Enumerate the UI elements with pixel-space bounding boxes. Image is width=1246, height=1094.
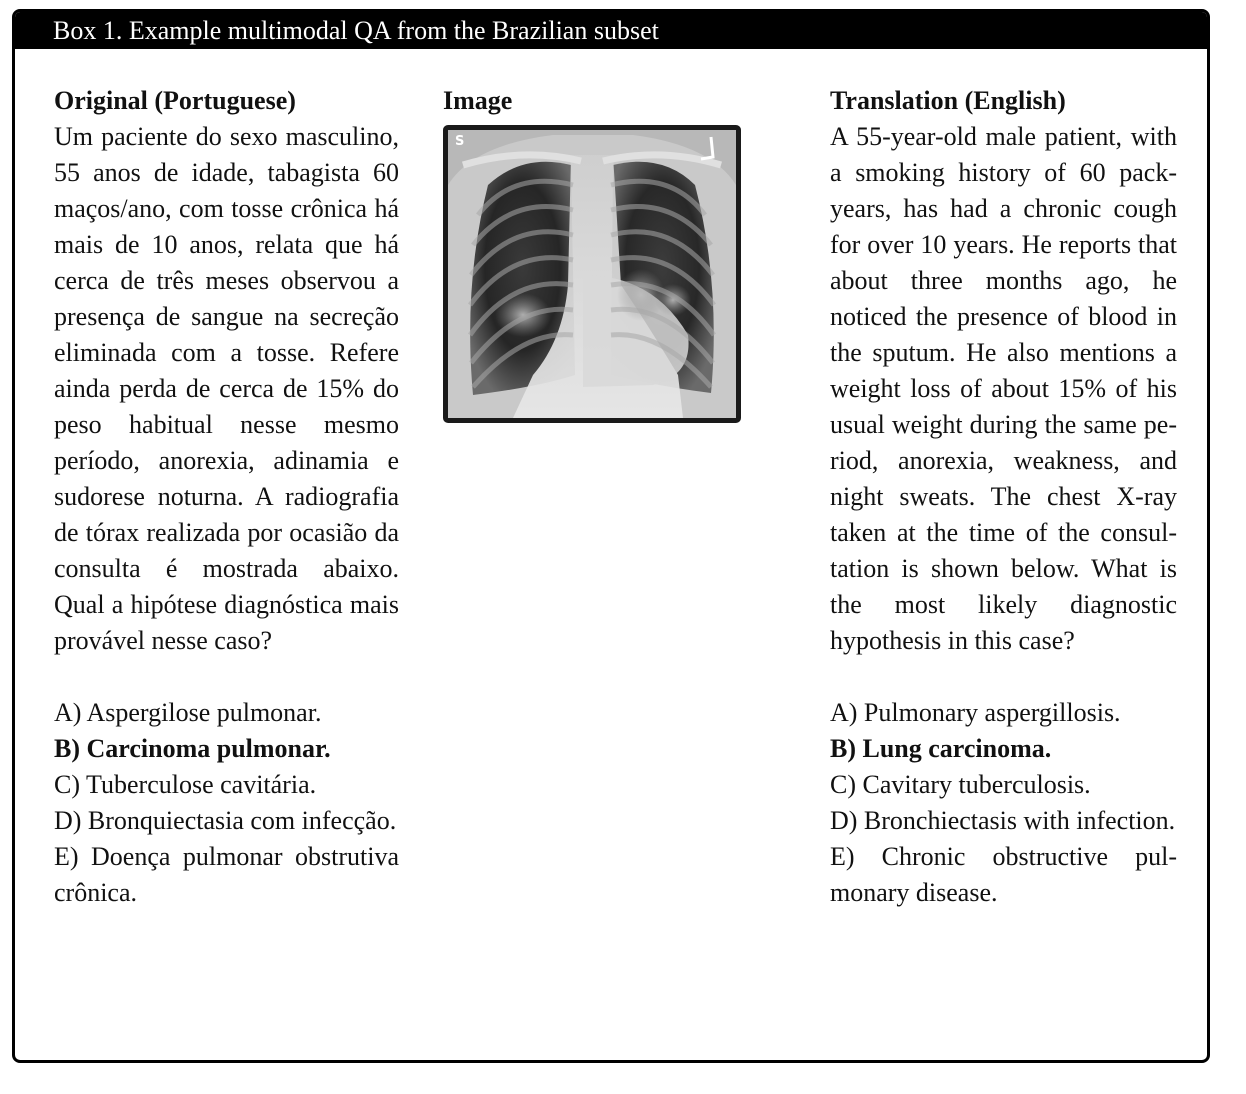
original-heading: Original (Portuguese)	[54, 86, 296, 115]
image-heading: Image	[443, 86, 513, 115]
translation-heading: Translation (English)	[830, 86, 1066, 115]
xray-side-marker: S	[455, 134, 465, 149]
image-column	[443, 83, 763, 423]
example-box	[12, 9, 1210, 1063]
original-question: Um paciente do sexo masculino, 55 anos de idade, tabagista 60 maços/ano, com tosse crônica há mais de 10 anos, relata que há cerca de três meses observou a presença de sangue na secreção eliminada com a tosse. Refere ainda perda de cerca de 15% do peso habitual nesse mesmo período, anorexia, adinamia e sudorese noturna. A radiografia de tórax realizada por ocasião da consulta é mostrada abaixo. Qual a hipótese diagnóstica mais provável nesse caso?	[54, 122, 399, 655]
original-option-a: A) Aspergilose pulmonar.	[54, 698, 322, 727]
translation-option-c: C) Cavitary tuberculosis.	[830, 770, 1091, 799]
chest-xray-image	[443, 125, 741, 423]
translation-option-e: E) Chronic obstructive pulmonary disease.	[830, 842, 1177, 907]
translation-options	[830, 695, 1177, 911]
original-option-c: C) Tuberculose cavitária.	[54, 770, 317, 799]
original-option-e: E) Doença pulmonar obstrutiva crônica.	[54, 842, 399, 907]
original-column	[54, 83, 399, 911]
original-option-d: D) Bronquiectasia com infecção.	[54, 806, 397, 835]
original-options	[54, 695, 399, 911]
translation-option-d: D) Bronchiectasis with infection.	[830, 806, 1176, 835]
translation-option-b-correct: B) Lung carcinoma.	[830, 734, 1052, 763]
translation-question: A 55-year-old male patient, with a smoking history of 60 pack-years, has had a chronic cough for over 10 years. He reports that about three months ago, he noticed the presence of blood in the sputum. He also mentions a weight loss of about 15% of his usual weight during the same period, anorexia, weakness, and night sweats. The chest X-ray taken at the time of the consultation is shown below. What is the most likely diagnostic hypothesis in this case?	[830, 122, 1177, 655]
translation-column	[830, 83, 1177, 911]
original-option-b-correct: B) Carcinoma pulmonar.	[54, 734, 331, 763]
translation-option-a: A) Pulmonary aspergillosis.	[830, 698, 1121, 727]
box-title: Box 1. Example multimodal QA from the Brazilian subset	[15, 12, 1207, 49]
